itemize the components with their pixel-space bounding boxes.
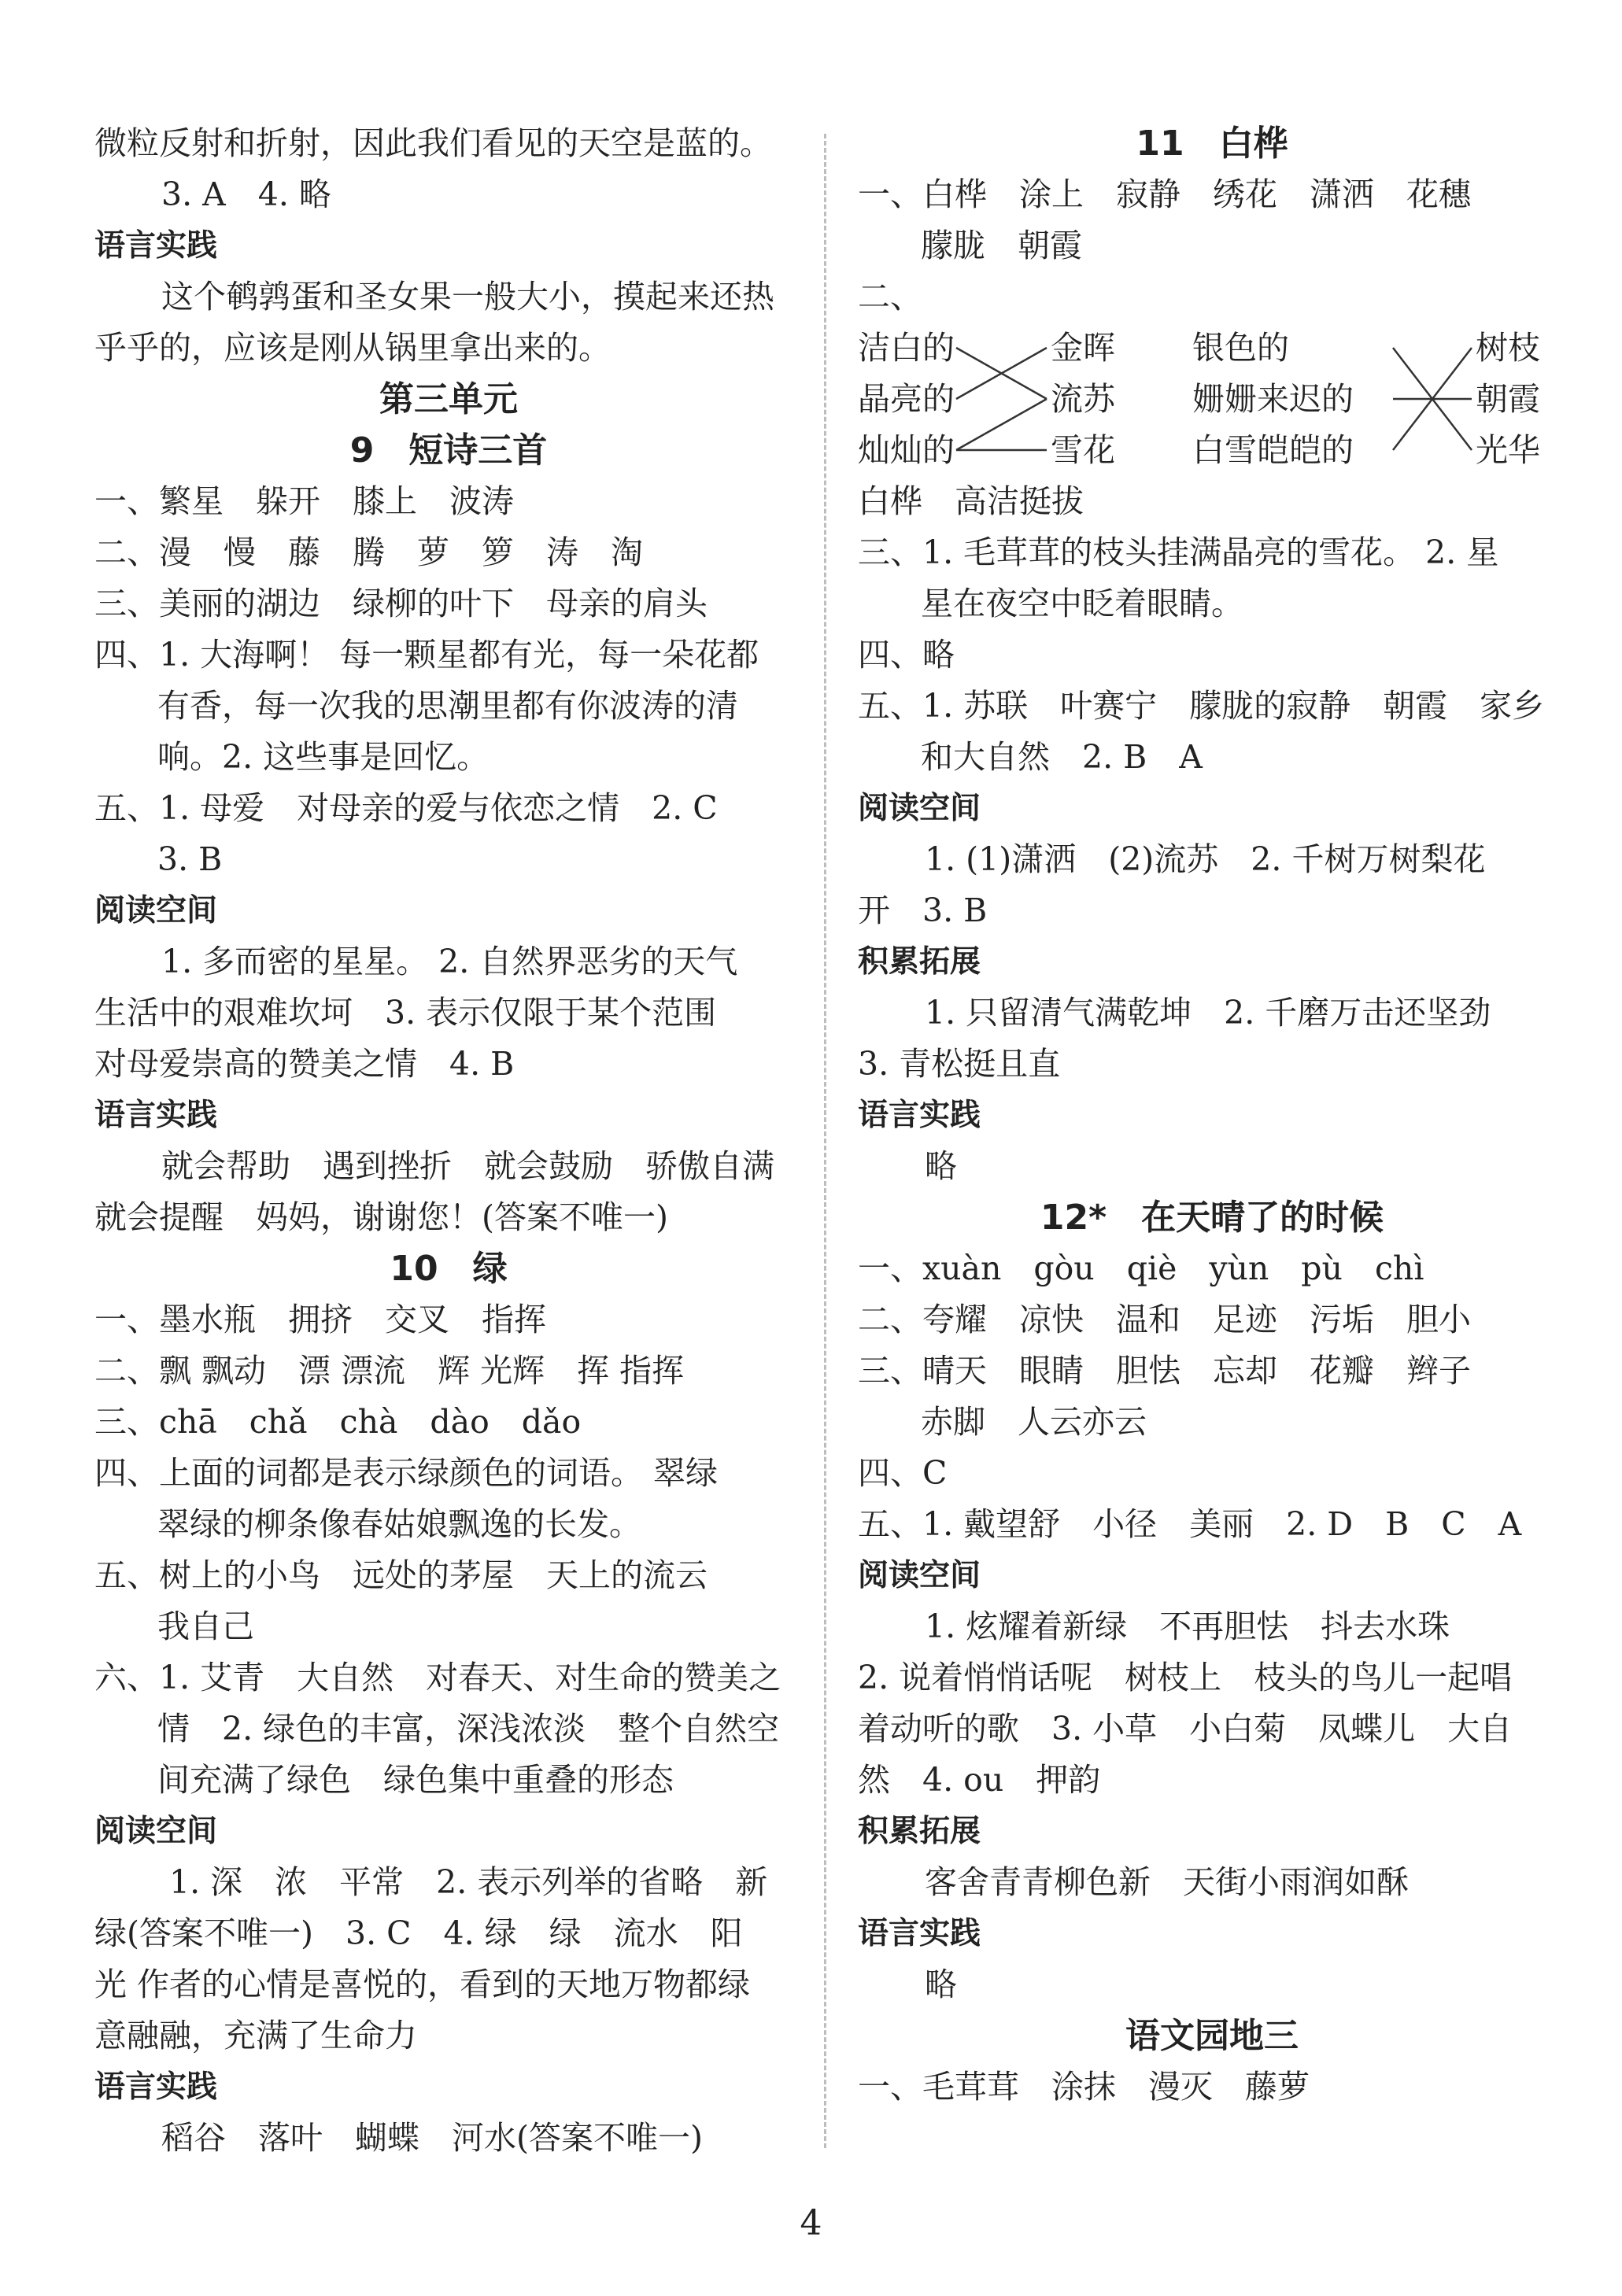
text-line: 赤脚 人云亦云 — [921, 1403, 1147, 1441]
text-line: 1. 多而密的星星。 2. 自然界恶劣的天气 — [161, 943, 738, 980]
match-right-item: 树枝 — [1476, 329, 1540, 367]
text-line: 1. 深 浓 平常 2. 表示列举的省略 新 — [169, 1863, 768, 1901]
match-left-item: 晶亮的 — [858, 380, 955, 418]
text-line: 略 — [925, 1147, 957, 1185]
matching-exercise — [858, 323, 1566, 476]
text-line: 1. 炫耀着新绿 不再胆怯 抖去水珠 — [925, 1608, 1450, 1645]
text-line: 三、chā chǎ chà dào dǎo — [94, 1403, 582, 1441]
text-line: 五、1. 戴望舒 小径 美丽 2. D B C A — [858, 1505, 1522, 1543]
text-line: 有香，每一次我的思潮里都有你波涛的清 — [157, 687, 738, 725]
text-line: 这个鹌鹑蛋和圣女果一般大小，摸起来还热 — [161, 278, 774, 316]
section-heading: 积累拓展 — [858, 1814, 981, 1849]
match-right-item: 朝霞 — [1476, 380, 1540, 418]
match-right-item: 光华 — [1476, 431, 1540, 469]
match-line — [956, 399, 1047, 450]
text-line: 1. (1)潇洒 (2)流苏 2. 千树万树梨花 — [925, 840, 1486, 878]
text-line: 二、飘 飘动 漂 漂流 辉 光辉 挥 指挥 — [94, 1352, 685, 1390]
text-line: 光 作者的心情是喜悦的，看到的天地万物都绿 — [94, 1966, 751, 2003]
match-mid-item: 雪花 — [1051, 431, 1115, 469]
section-heading: 积累拓展 — [858, 944, 981, 980]
text-line: 微粒反射和折射，因此我们看见的天空是蓝的。 — [94, 124, 772, 162]
text-line: 星在夜空中眨着眼睛。 — [921, 585, 1243, 622]
text-line: 2. 说着悄悄话呢 树枝上 枝头的鸟儿一起唱 — [858, 1659, 1513, 1696]
section-heading: 阅读空间 — [858, 1558, 981, 1593]
text-line: 六、1. 艾青 大自然 对春天、对生命的赞美之 — [94, 1659, 781, 1696]
text-line: 就会提醒 妈妈，谢谢您！(答案不唯一) — [94, 1198, 668, 1236]
match-left-item: 洁白的 — [858, 329, 955, 367]
text-line: 四、略 — [858, 636, 955, 674]
text-line: 一、xuàn gòu qiè yùn pù chì — [858, 1250, 1424, 1287]
text-line: 四、C — [858, 1454, 948, 1492]
match-mid-item: 流苏 — [1051, 380, 1115, 418]
text-line: 情 2. 绿色的丰富，深浅浓淡 整个自然空 — [157, 1710, 780, 1748]
match-left-item: 白雪皑皑的 — [1192, 431, 1354, 469]
lesson-title: 9 短诗三首 — [349, 430, 548, 471]
text-line: 客舍青青柳色新 天街小雨润如酥 — [925, 1863, 1409, 1901]
text-line: 开 3. B — [858, 891, 988, 929]
text-line: 间充满了绿色 绿色集中重叠的形态 — [157, 1761, 674, 1799]
section-title: 语文园地三 — [1125, 2016, 1299, 2056]
text-line: 对母爱崇高的赞美之情 4. B — [94, 1045, 515, 1083]
text-line: 五、1. 苏联 叶赛宁 朦胧的寂静 朝霞 家乡 — [858, 687, 1545, 725]
text-line: 然 4. ou 押韵 — [858, 1761, 1101, 1799]
text-line: 三、美丽的湖边 绿柳的叶下 母亲的肩头 — [94, 585, 708, 622]
text-line: 绿(答案不唯一) 3. C 4. 绿 绿 流水 阳 — [94, 1914, 743, 1952]
text-line: 一、繁星 躲开 膝上 波涛 — [94, 482, 514, 520]
left-column — [94, 118, 803, 2164]
text-line: 四、1. 大海啊！ 每一颗星都有光，每一朵花都 — [94, 636, 759, 674]
text-line: 二、漫 慢 藤 腾 萝 箩 涛 淘 — [94, 533, 643, 571]
right-column — [858, 118, 1566, 2113]
text-line: 五、1. 母爱 对母亲的爱与依恋之情 2. C — [94, 789, 718, 827]
section-heading: 阅读空间 — [94, 1814, 218, 1849]
text-line: 3. B — [157, 840, 223, 878]
text-line: 朦胧 朝霞 — [921, 227, 1082, 264]
match-mid-item: 金晖 — [1051, 329, 1115, 367]
text-line: 略 — [925, 1966, 957, 2003]
text-line: 3. A 4. 略 — [161, 175, 331, 213]
section-heading: 语言实践 — [94, 228, 218, 264]
text-line: 生活中的艰难坎坷 3. 表示仅限于某个范围 — [94, 994, 717, 1032]
text-line: 乎乎的，应该是刚从锅里拿出来的。 — [94, 329, 611, 367]
column-divider — [824, 134, 826, 2148]
text-line: 1. 只留清气满乾坤 2. 千磨万击还坚劲 — [925, 994, 1491, 1032]
section-heading: 阅读空间 — [94, 893, 218, 928]
text-line: 着动听的歌 3. 小草 小白菊 凤蝶儿 大自 — [858, 1710, 1513, 1748]
section-heading: 语言实践 — [94, 1098, 218, 1133]
text-line: 就会帮助 遇到挫折 就会鼓励 骄傲自满 — [161, 1147, 774, 1185]
text-line: 三、1. 毛茸茸的枝头挂满晶亮的雪花。 2. 星 — [858, 533, 1499, 571]
lesson-title: 11 白桦 — [1136, 124, 1288, 164]
text-line: 意融融，充满了生命力 — [94, 2017, 417, 2054]
section-heading: 语言实践 — [94, 2069, 218, 2105]
text-line: 一、白桦 涂上 寂静 绣花 潇洒 花穗 — [858, 175, 1471, 213]
text-line: 翠绿的柳条像春姑娘飘逸的长发。 — [157, 1505, 641, 1543]
text-line: 二、夸耀 凉快 温和 足迹 污垢 胆小 — [858, 1301, 1471, 1338]
text-line: 我自己 — [157, 1608, 254, 1645]
lesson-title: 12* 在天晴了的时候 — [1040, 1198, 1384, 1238]
text-line: 和大自然 2. B A — [921, 738, 1203, 776]
text-line: 三、晴天 眼睛 胆怯 忘却 花瓣 辫子 — [858, 1352, 1471, 1390]
text-line: 响。2. 这些事是回忆。 — [157, 738, 490, 776]
section-heading: 语言实践 — [858, 1916, 981, 1951]
match-left-item: 姗姗来迟的 — [1192, 380, 1354, 418]
page-number: 4 — [800, 2203, 822, 2243]
text-line: 一、毛茸茸 涂抹 漫灭 藤萝 — [858, 2068, 1310, 2106]
unit-title: 第三单元 — [379, 379, 518, 419]
text-line: 3. 青松挺且直 — [858, 1045, 1061, 1083]
lesson-title: 10 绿 — [390, 1249, 508, 1289]
text-line: 稻谷 落叶 蝴蝶 河水(答案不唯一) — [161, 2119, 703, 2157]
text-line: 四、上面的词都是表示绿颜色的词语。 翠绿 — [94, 1454, 719, 1492]
section-heading: 阅读空间 — [858, 791, 981, 826]
section-heading: 语言实践 — [858, 1098, 981, 1133]
text-line: 一、墨水瓶 拥挤 交叉 指挥 — [94, 1301, 546, 1338]
text-line: 白桦 高洁挺拔 — [858, 482, 1084, 520]
text-line: 二、 — [858, 278, 922, 316]
match-left-item: 灿灿的 — [858, 431, 955, 469]
match-left-item: 银色的 — [1192, 329, 1289, 367]
text-line: 五、树上的小鸟 远处的茅屋 天上的流云 — [94, 1556, 708, 1594]
